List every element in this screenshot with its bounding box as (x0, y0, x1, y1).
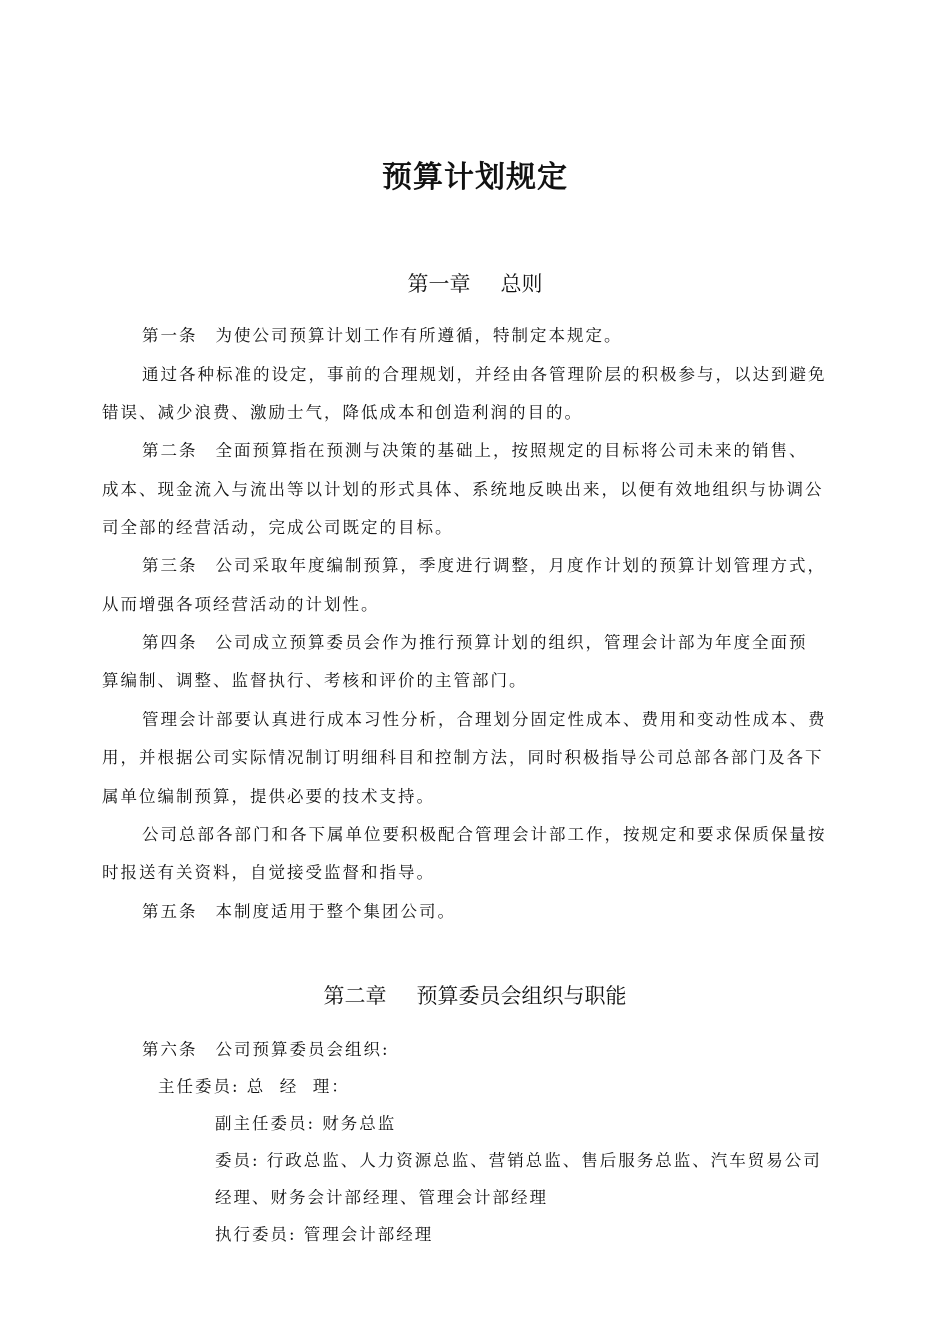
paragraph-line: 通过各种标准的设定，事前的合理规划，并经由各管理阶层的积极参与，以达到避免 (142, 365, 827, 384)
paragraph-line: 成本、现金流入与流出等以计划的形式具体、系统地反映出来，以便有效地组织与协调公 (102, 480, 824, 499)
article-2-label: 第二条 (142, 441, 198, 460)
article-1-text: 为使公司预算计划工作有所遵循，特制定本规定。 (215, 326, 623, 345)
chapter-2-heading (0, 980, 950, 1010)
committee-members-cont: 经理、财务会计部经理、管理会计部经理 (215, 1188, 548, 1207)
article-6-text: 公司预算委员会组织: (215, 1040, 390, 1059)
article-4 (142, 629, 808, 653)
paragraph-line: 从而增强各项经营活动的计划性。 (102, 595, 380, 614)
article-3-label: 第三条 (142, 556, 198, 575)
article-2-text: 全面预算指在预测与决策的基础上，按照规定的目标将公司未来的销售、 (215, 441, 808, 460)
chapter-1-name: 总则 (500, 272, 543, 296)
chapter-2-number: 第二章 (323, 984, 387, 1008)
committee-executive: 执行委员: 管理会计部经理 (215, 1225, 434, 1244)
article-6-label: 第六条 (142, 1040, 198, 1059)
article-3 (142, 552, 826, 576)
paragraph-line: 算编制、调整、监督执行、考核和评价的主管部门。 (102, 671, 528, 690)
article-5 (142, 898, 456, 922)
paragraph-line: 公司总部各部门和各下属单位要积极配合管理会计部工作，按规定和要求保质保量按 (142, 825, 827, 844)
paragraph-line: 司全部的经营活动，完成公司既定的目标。 (102, 518, 454, 537)
chapter-2-name: 预算委员会组织与职能 (416, 984, 627, 1008)
document-title: 预算计划规定 (382, 160, 568, 195)
article-3-text: 公司采取年度编制预算，季度进行调整，月度作计划的预算计划管理方式， (215, 556, 826, 575)
article-5-label: 第五条 (142, 902, 198, 921)
paragraph-line: 管理会计部要认真进行成本习性分析，合理划分固定性成本、费用和变动性成本、费 (142, 710, 827, 729)
article-2 (142, 437, 808, 461)
paragraph-line: 错误、减少浪费、激励士气，降低成本和创造利润的目的。 (102, 403, 583, 422)
article-5-text: 本制度适用于整个集团公司。 (215, 902, 456, 921)
paragraph-line: 用，并根据公司实际情况制订明细科目和控制方法，同时积极指导公司总部各部门及各下 (102, 748, 824, 767)
article-1 (142, 322, 623, 346)
paragraph-line: 属单位编制预算，提供必要的技术支持。 (102, 787, 435, 806)
committee-vice-chair: 副主任委员: 财务总监 (215, 1114, 397, 1133)
committee-members: 委员: 行政总监、人力资源总监、营销总监、售后服务总监、汽车贸易公司 (215, 1151, 822, 1170)
chapter-1-heading (0, 268, 950, 298)
article-4-label: 第四条 (142, 633, 198, 652)
committee-chair: 主任委员: 总 经 理： (158, 1077, 350, 1096)
article-1-label: 第一条 (142, 326, 198, 345)
chapter-1-number: 第一章 (407, 272, 471, 296)
article-6 (142, 1036, 390, 1060)
paragraph-line: 时报送有关资料，自觉接受监督和指导。 (102, 863, 435, 882)
article-4-text: 公司成立预算委员会作为推行预算计划的组织，管理会计部为年度全面预 (215, 633, 808, 652)
